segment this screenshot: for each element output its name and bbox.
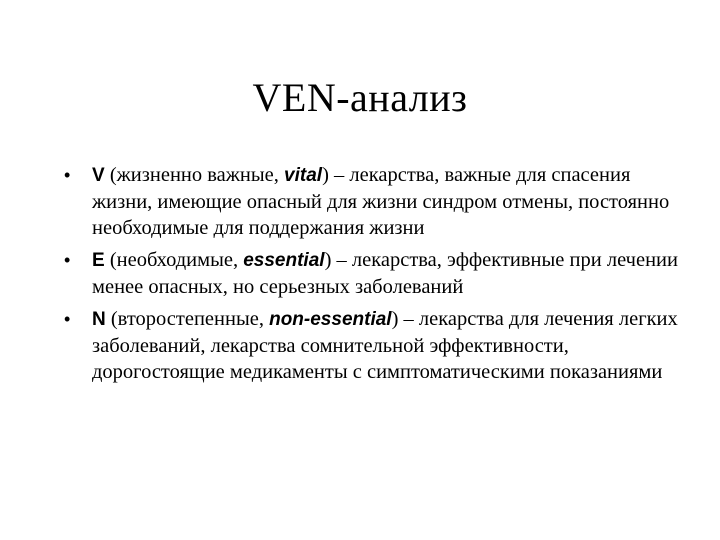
bullet-dot-icon: • (64, 309, 71, 329)
category-description-end: ) – лекарства для лечения легких заболеваний, лекарства сомнительной эффективности, дорогостоящие медикаменты с симптоматическими показаниями (92, 308, 678, 383)
bullet-dot-icon: • (64, 250, 71, 270)
slide-title: VEN-анализ (252, 75, 468, 120)
category-letter: V (92, 165, 105, 186)
category-letter: E (92, 250, 105, 271)
bullet-item-n (60, 306, 680, 385)
category-description-start: (жизненно важные, (104, 164, 285, 186)
bullet-dot-icon: • (64, 165, 71, 185)
category-term: vital (284, 165, 323, 186)
bullet-item-v (60, 162, 680, 241)
category-term: non-essential (269, 309, 392, 330)
category-description-end: ) – лекарства, важные для спасения жизни, имеющие опасный для жизни синдром отмены, постоянно необходимые для поддержания жизни (92, 164, 670, 239)
bullet-list (60, 162, 680, 391)
category-description-start: (необходимые, (104, 249, 244, 271)
category-description-end: ) – лекарства, эффективные при лечении менее опасных, но серьезных заболеваний (92, 249, 678, 298)
category-term: essential (243, 250, 325, 271)
category-description-start: (второстепенные, (105, 308, 270, 330)
category-letter: N (92, 309, 106, 330)
bullet-item-e (60, 247, 680, 300)
